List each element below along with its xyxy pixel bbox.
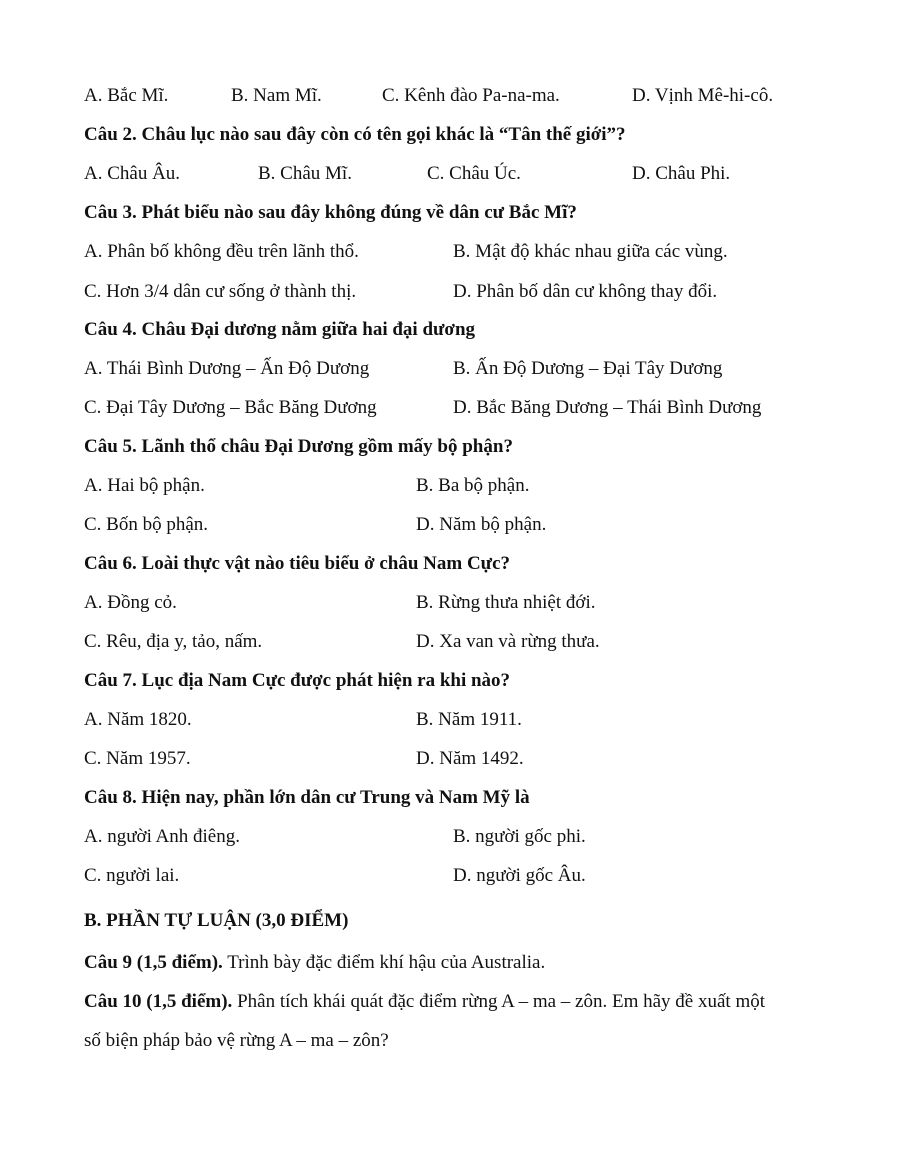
q6-option-a: A. Đồng cỏ. xyxy=(84,592,177,613)
q2-option-c: C. Châu Úc. xyxy=(427,163,521,184)
q2-option-b: B. Châu Mĩ. xyxy=(258,163,352,184)
q8-option-b: B. người gốc phi. xyxy=(453,826,586,847)
q3-option-d: D. Phân bố dân cư không thay đổi. xyxy=(453,281,718,302)
q5-question: Câu 5. Lãnh thổ châu Đại Dương gồm mấy bộ phận? xyxy=(84,436,513,457)
q6-question: Câu 6. Loài thực vật nào tiêu biểu ở châu Nam Cực? xyxy=(84,553,511,574)
q9 xyxy=(84,951,545,975)
q6-option-c: C. Rêu, địa y, tảo, nấm. xyxy=(84,631,263,652)
q5-option-c: C. Bốn bộ phận. xyxy=(84,514,209,535)
q7-question: Câu 7. Lục địa Nam Cực được phát hiện ra khi nào? xyxy=(84,670,511,691)
q2-question: Câu 2. Châu lục nào sau đây còn có tên gọi khác là “Tân thế giới”? xyxy=(84,124,626,145)
q7-option-a: A. Năm 1820. xyxy=(84,709,192,730)
q3-option-c: C. Hơn 3/4 dân cư sống ở thành thị. xyxy=(84,281,357,302)
q7-option-c: C. Năm 1957. xyxy=(84,748,191,769)
q3-option-b: B. Mật độ khác nhau giữa các vùng. xyxy=(453,241,728,262)
q1-option-b: B. Nam Mĩ. xyxy=(231,85,322,106)
q5-option-b: B. Ba bộ phận. xyxy=(416,475,530,496)
q1-option-d: D. Vịnh Mê-hi-cô. xyxy=(632,85,774,106)
q1-option-a: A. Bắc Mĩ. xyxy=(84,85,169,106)
q4-option-d: D. Bắc Băng Dương – Thái Bình Dương xyxy=(453,397,762,418)
q5-option-a: A. Hai bộ phận. xyxy=(84,475,205,496)
q7-option-d: D. Năm 1492. xyxy=(416,748,524,769)
q6-option-b: B. Rừng thưa nhiệt đới. xyxy=(416,592,596,613)
section-b-heading: B. PHẦN TỰ LUẬN (3,0 ĐIỂM) xyxy=(84,910,349,931)
q10-label: Câu 10 (1,5 điểm). xyxy=(84,991,233,1012)
q6-option-d: D. Xa van và rừng thưa. xyxy=(416,631,600,652)
q5-option-d: D. Năm bộ phận. xyxy=(416,514,547,535)
q8-option-c: C. người lai. xyxy=(84,865,180,886)
q4-option-a: A. Thái Bình Dương – Ấn Độ Dương xyxy=(84,358,370,379)
q9-text: Trình bày đặc điểm khí hậu của Australia. xyxy=(222,952,546,973)
q8-option-a: A. người Anh điêng. xyxy=(84,826,240,847)
q2-option-a: A. Châu Âu. xyxy=(84,163,181,184)
q9-label: Câu 9 (1,5 điểm). xyxy=(84,952,223,973)
q2-option-d: D. Châu Phi. xyxy=(632,163,731,184)
q10-line-2: số biện pháp bảo vệ rừng A – ma – zôn? xyxy=(84,1030,389,1051)
q8-option-d: D. người gốc Âu. xyxy=(453,865,586,886)
q1-option-c: C. Kênh đào Pa-na-ma. xyxy=(382,85,560,106)
q8-question: Câu 8. Hiện nay, phần lớn dân cư Trung và Nam Mỹ là xyxy=(84,787,530,808)
q7-option-b: B. Năm 1911. xyxy=(416,709,522,730)
q3-option-a: A. Phân bố không đều trên lãnh thổ. xyxy=(84,241,359,262)
q10-line-1 xyxy=(84,990,765,1014)
q4-option-b: B. Ấn Độ Dương – Đại Tây Dương xyxy=(453,358,723,379)
q4-question: Câu 4. Châu Đại dương nằm giữa hai đại dương xyxy=(84,319,476,340)
q3-question: Câu 3. Phát biểu nào sau đây không đúng về dân cư Bắc Mĩ? xyxy=(84,202,577,223)
q4-option-c: C. Đại Tây Dương – Bắc Băng Dương xyxy=(84,397,377,418)
q10-text-1: Phân tích khái quát đặc điểm rừng A – ma – zôn. Em hãy đề xuất một xyxy=(232,991,765,1012)
